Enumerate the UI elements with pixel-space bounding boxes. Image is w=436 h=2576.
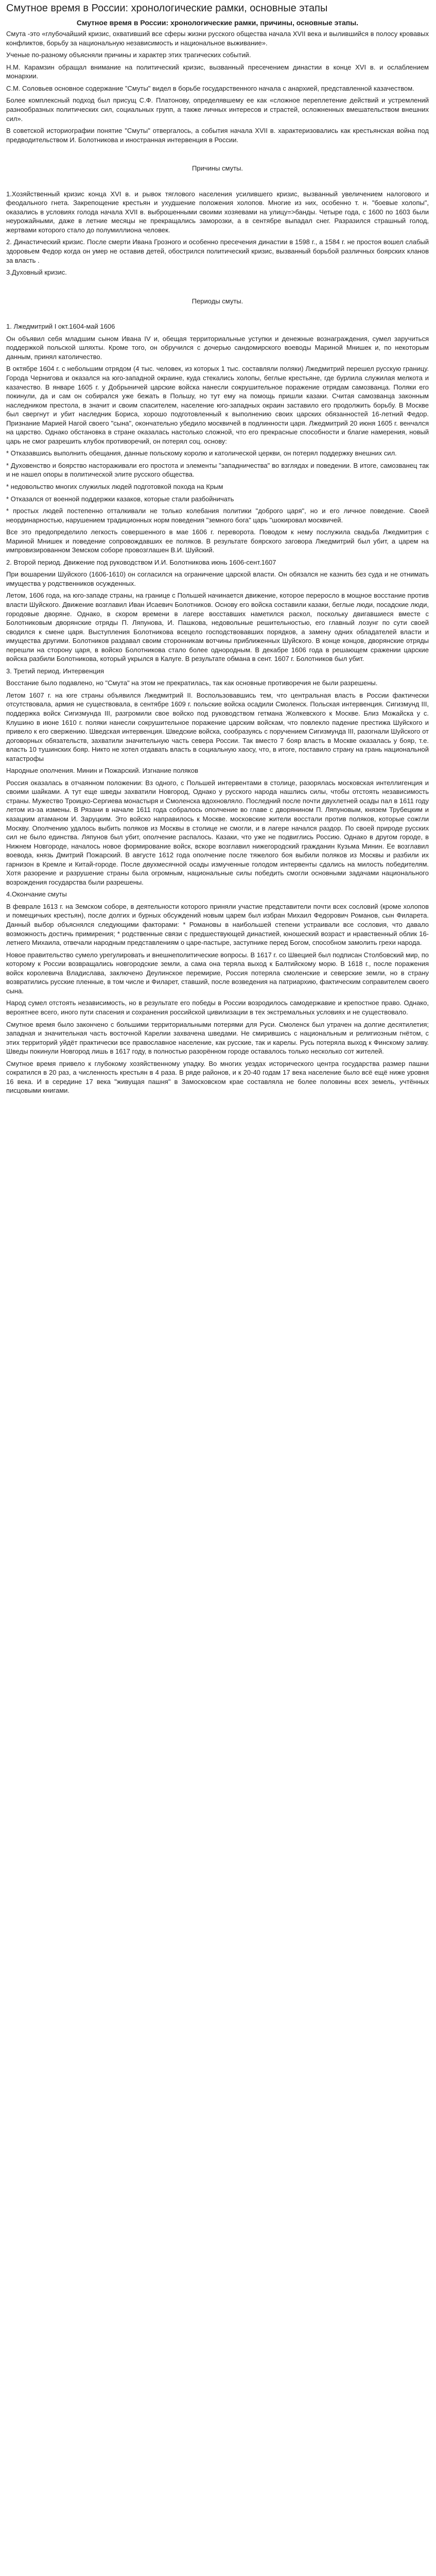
intro-paragraph: С.М. Соловьев основное содержание "Смуты" видел в борьбе государственного начала с анархией, представленной казачеством.: [6, 84, 414, 92]
period-paragraph: Смутное время было закончено с большими территориальными потерями для Руси. Смоленск был утрачен на долгие десятилетия; западная и значительная часть восточной Карелии захвачена шведами. Не смирившись с национальным и религиозным гнётом, с этих территорий уйдёт практически все православное население, как русские, так и карелы. Русь потеряла выход к Финскому заливу. Шведы покинули Новгород лишь в 1617 году, в полностью разорённом городе оставалось только несколько сот жителей.: [6, 1020, 429, 1056]
periods-section: [6, 322, 429, 1095]
period-paragraph: Народ сумел отстоять независимость, но в результате его победы в России возродилось самодержавие и крепостное право. Однако, вероятнее всего, иного пути спасения и сохранения российской цивилизации в тех экстремальных условиях и не существовало.: [6, 999, 429, 1016]
period-heading: 3. Третий период. Интервенция: [6, 667, 104, 675]
intro-paragraph: Более комплексный подход был присущ С.Ф. Платонову, определявшему ее как «сложное переплетение действий и устремлений разнообразных политических сил, социальных групп, а также личных интересов и страстей, осложненных вмешательством внешних сил».: [6, 96, 429, 123]
period-paragraph: Летом 1607 г. на юге страны объявился Лжедмитрий II. Воспользовавшись тем, что центральная власть в России фактически отсутствовала, армия не существовала, в сентябре 1609 г. польские войска осадили Смоленск. Польская интервенция. Сигизмунд III, поддержка войск Сигизмунда III, разгромили свое войско под руководством гетмана Жолкевского к Москве. Близ Можайска у с. Клушино в июне 1610 г. поляки нанесли сокрушительное поражение царским войскам, что повлекло падение престижа Шуйского и привело к его свержению. Шведская интервенция. Шведские войска, сообразуясь с поручением Сигизмунда III, разогнали Шуйского от договорных обязательств, захватили значительную часть севера России. Так вместо 7 бояр власть в Москве оказалась у бояр, т.е. власть 10 тушинских бояр. Никто не хотел отдавать власть в социальную хаосу, что, в итоге, поставило страну на грань национальной катастрофы: [6, 691, 429, 762]
intro-paragraph: Н.М. Карамзин обращал внимание на политический кризис, вызванный пресечением династии в конце XVI в. и ослаблением монархии.: [6, 63, 429, 80]
document-page: [0, 0, 436, 1104]
cause-paragraph: 1.Хозяйственный кризис конца XVI в. и рывок тяглового населения усилившего кризис, вызванный увеличением налогового и феодального гнета. Закрепощение крестьян и ухудшение положения холопов. Многие из них, особенно т. н. "боевые холопы", оказались в условиях голода начала XVII в. выброшенными своими хозяевами на улицу=>банды. Четыре года, с 1600 по 1603 были неурожайными, даже в летние месяцы не прекращались заморозки, а в сентябре выпадал снег. Разразился страшный голод, жертвами которого стало до полумиллиона человек.: [6, 190, 429, 234]
period-paragraph: Летом, 1606 года, на юго-западе страны, на границе с Польшей начинается движение, которое переросло в мощное восстание против власти Шуйского. Движение возглавил Иван Исаевич Болотников. Основу его войска составили казаки, беглые люди, посадские люди, городовые дворяне. Однако, в скором времени в лагере восставших наметился раскол, поскольку двигавшиеся вместе с Болотниковым дворянские отряды П. Ляпунова, И. Пашкова, недовольные решительностью, его главный лозунг по сути своей сводился к смене царя. Выступления Болотникова всецело господствовавших порядков, а замену одних обладателей власти и имущества другими. Болотников раздавал своим сторонникам вотчины приближенных Шуйского. В конце концов, дворянские отряды перешли на сторону царя, в войско Болотникова стало более однородным. В декабре 1606 года в решающем сражении царские войска разбили Болотникова, который укрылся в Калуге. В результате обмана в сент. 1607 г. Болотников был убит.: [6, 591, 429, 663]
document-heading: Смутное время в России: хронологические рамки, причины, основные этапы.: [76, 19, 359, 27]
period-paragraph: В октябре 1604 г. с небольшим отрядом (4 тыс. человек, из которых 1 тыс. составляли поляки) Лжедмитрий перешел русскую границу. Города Чернигова и оказался на юго-западной окраине, куда стекались холопы, беглые крестьяне, где бурлила служилая мелкота и казачество. В январе 1605 г. у Добрыничей царские войска нанесли сокрушительное поражение отрядам самозванца. Поляки его покинули, да и сам он собирался уже бежать в Польшу, но тут ему на помощь пришли казаки. Считая самозванца законным наследником престола, в значит и своим спасителем, население юго-западных окраин заставило его продолжить борьбу. В Москве был свергнут и убит наследник Бориса, хорошо подготовленный к выполнению своих царских обязанностей 16-летний Федор. Признание Марией Нагой своего "сына", окончательно убедило москвичей в подлинности царя. Лжедмитрий 20 июня 1605 г. венчался на царство. Однако обстановка в стране оказалась настолько сложной, что его прекрасные способности и благие намерения, новый царь не смог разрешить клубок противоречий, он потерял соц. основу:: [6, 365, 429, 445]
period-paragraph: Все это предопределило легкость совершенного в мае 1606 г. переворота. Поводом к нему послужила свадьба Лжедмитрия с Мариной Мнишек и поведение сопровождавших ее поляков. В результате боярского заговора Лжедмитрий был убит, а царем на импровизированном Земском соборе провозглашен В.И. Шуйский.: [6, 528, 429, 554]
period-heading: 1. Лжедмитрий I окт.1604-май 1606: [6, 323, 115, 331]
period-heading: 4.Окончание смуты: [6, 890, 67, 899]
period-paragraph: Он объявил себя младшим сыном Ивана IV и, обещая территориальные уступки и денежные вознаграждения, сумел заручиться поддержкой польской шляхты. Кроме того, он обручился с дочерью сандомирского воеводы Мариной Мнишек и, по некоторым данным, принял католичество.: [6, 334, 429, 361]
period-bullet: * Духовенство и боярство настораживали его простота и элементы "западничества" во взглядах и поведении. В итоге, самозванец так и не нашел опоры в политической элите русского общества.: [6, 461, 429, 479]
intro-paragraph: Смута -это «глубочайший кризис, охвативший все сферы жизни русского общества начала XVII века и вылившийся в полосу кровавых конфликтов, борьбу за национальную независимость и национальное выживание».: [6, 30, 429, 47]
period-paragraph: Смутное время привело к глубокому хозяйственному упадку. Во многих уездах исторического центра государства размер пашни сократился в 20 раз, а численность крестьян в 4 раза. В ряде районов, и к 20-40 годам 17 века население было всё ещё ниже уровня 16 века. И в середине 17 века "живущая пашня" в Замосковском крае составляла не более половины всех земель, учтённых писцовыми книгами.: [6, 1059, 429, 1095]
period-heading: Народные ополчения. Минин и Пожарский. Изгнание поляков: [6, 767, 198, 775]
period-bullet: * простых людей постепенно отталкивали не только колебания политики "доброго царя", но и его личное поведение. Своей неординарностью, нарушением традиционных норм поведения "земного бога" царь "шокировал москвичей.: [6, 507, 429, 524]
spacer: [6, 315, 429, 322]
spacer: [6, 280, 429, 287]
intro-paragraph: В советской историографии понятие "Смуты" отвергалось, а события начала XVII в. характеризовались как крестьянская война под предводительством И. Болотникова и иностранная интервенция в России.: [6, 127, 429, 144]
spacer: [6, 147, 429, 155]
period-bullet: * недовольство многих служилых людей подготовкой похода на Крым: [6, 482, 223, 490]
causes-section: [6, 190, 429, 277]
spacer: [6, 182, 429, 190]
period-paragraph: Россия оказалась в отчаянном положении: Вз одного, с Польшей интервентами в столице, разорялась московская интеллигенция и своими шайками. А тут еще шведы захватили Новгород, Однако у русского народа нашлись силы, чтобы отстоять независимость страны. Мужество Троицко-Сергиева монастыря и Смоленска вдохновляло. Последний после почти двухлетней осады пал в 1611 году летом из-за измены. В Рязани в начале 1611 года собралось ополчение во главе с дворянином П. Ляпуновым, князем Трубецким и казацким атаманом И. Заруцким. Это войско направилось к Москве. московские жители восстали против поляков, которые сожгли Москву. Ополчению удалось выбить поляков из Москвы в столице не смогли, и в лагере начался раздор. По своей природе русских сил не было единства. Ляпунов был убит, ополчение распалось. Казаки, что уже не подвиглись Россию. Однако в другом городе, в Нижнем Новгороде, началось новое формирование войск, вскоре возглавил нижегородский гражданин Кузьма Минин. Ее возглавил воевода, князь Дмитрий Пожарский. В августе 1612 года ополчение после тяжелого боя выбили поляков из Москвы и разбили их гарнизон в Кремле и Китай-городе. После двухмесячной осады измученные голодом интервенты сдались на милость победителям. Хотя разорение и разрушение страны была огромным, национальные силы победить смогли основными задачами национального возрождения государства были разрешены.: [6, 778, 429, 886]
period-paragraph: Новое правительство сумело урегулировать и внешнеполитические вопросы. В 1617 г. со Швецией был подписан Столбовский мир, по которому к России возвращались новгородские земли, а сама она теряла выход к Балтийскому морю. В 1618 г., после поражения войск королевича Владислава, заключено Деулинское перемирие, Россия потеряла смоленские и северские земли, но в страну возвратились русские пленные, в том числе и Филарет, ставший, после возведения на патриархию, фактическим соправителем своего сына.: [6, 951, 429, 995]
periods-title: Периоды смуты.: [191, 297, 243, 305]
period-paragraph: При вошарении Шуйского (1606-1610) он согласился на ограничение царской власти. Он обязался не казнить без суда и не отнимать имущества у родственников осужденных.: [6, 570, 429, 587]
period-heading: 2. Второй период. Движение под руководством И.И. Болотникова июнь 1606-сент.1607: [6, 558, 276, 566]
period-bullet: * Отказался от военной поддержки казаков, которые стали разбойничать: [6, 495, 234, 503]
cause-paragraph: 3.Духовный кризис.: [6, 268, 67, 277]
period-paragraph: Восстание было подавлено, но "Смута" на этом не прекратилась, так как основные противоречия не были разрешены.: [6, 679, 378, 687]
period-paragraph: В феврале 1613 г. на Земском соборе, в деятельности которого приняли участие представители почти всех сословий (кроме холопов и помещичьих крестьян), после долгих и бурных обсуждений новым царем был избран Михаил Федорович Романов, сын Филарета. Данный выбор объяснялся следующими факторами: * Романовы в наибольшей степени устраивали все сословия, что давало возможность достичь примирения; * родственные связи с предшествующей династией, юношеский возраст и нравственный облик 16-летнего Михаила, отвечали народным представлениям о царе-пастыре, заступнике перед Богом, способном замолить грехи народа.: [6, 902, 429, 947]
intro-paragraph: Ученые по-разному объясняли причины и характер этих трагических событий.: [6, 51, 251, 59]
causes-title: Причины смуты.: [192, 164, 243, 173]
intro-section: [6, 29, 429, 144]
cause-paragraph: 2. Династический кризис. После смерти Ивана Грозного и особенно пресечения династии в 1598 г., а 1584 г. не простоя вошел слабый здоровьем Федор когда он умер не оставив детей, обострился политический кризис, вызванный борьбой различных боярских кланов за власть .: [6, 238, 429, 264]
period-bullet: * Отказавшись выполнить обещания, данные польскому королю и католической церкви, он потерял поддержку внешних сил.: [6, 449, 397, 457]
document-title: Смутное время в России: хронологические рамки, основные этапы: [6, 3, 328, 14]
